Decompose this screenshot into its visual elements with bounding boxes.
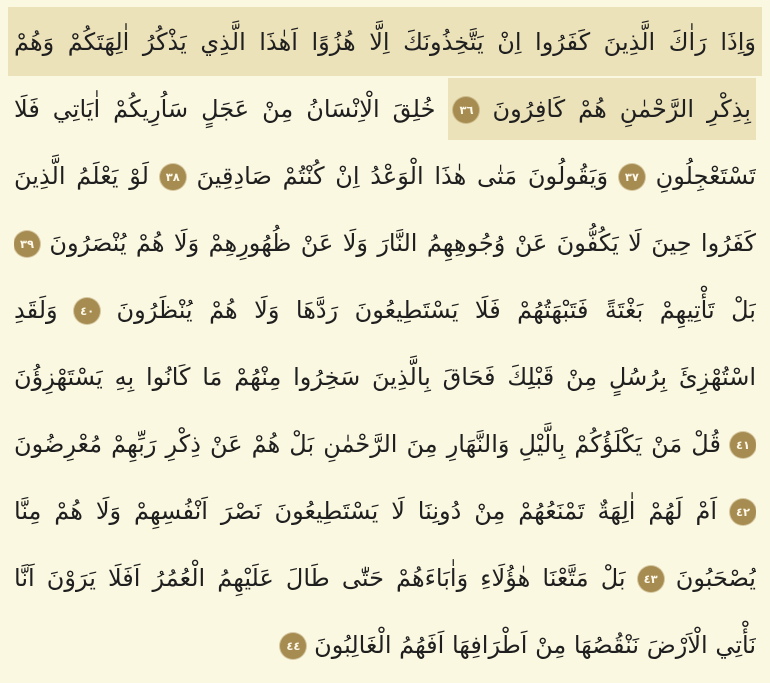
verse-text-segment (730, 497, 756, 525)
verse-text-segment: بِذِكْرِ الرَّحْمٰنِ هُمْ كَافِرُونَ ٣٦ (448, 78, 756, 140)
mushaf-line (8, 7, 762, 76)
verse-number-badge: ٣٨ (160, 164, 186, 190)
verse-number-badge: ٣٧ (619, 164, 645, 190)
verse-text-segment: اَمْ لَهُمْ اٰلِهَةٌ تَمْنَعُهُمْ مِنْ دُونِنَا لَا يَسْتَطِيعُونَ نَصْرَ اَنْفُسِهِمْ وَلَا هُمْ مِنَّا (14, 497, 718, 525)
mushaf-line (14, 210, 756, 277)
verse-text-segment: وَلَقَدِ (14, 296, 58, 324)
verse-number-badge: ٤٤ (280, 633, 306, 659)
verse-text-segment: كَفَرُوا حِينَ لَا يَكُفُّونَ عَنْ وُجُوهِهِمُ النَّارَ وَلَا عَنْ ظُهُورِهِمْ وَلَا هُمْ يُنْصَرُونَ ٣٩ (14, 229, 756, 257)
verse-number-badge: ٤١ (730, 432, 756, 458)
verse-text-segment: قُلْ مَنْ يَكْلَؤُكُمْ بِالَّيْلِ وَالنَّهَارِ مِنَ الرَّحْمٰنِ بَلْ هُمْ عَنْ ذِكْرِ رَبِّهِمْ مُعْرِضُونَ (14, 430, 721, 458)
mushaf-line (14, 344, 756, 411)
verse-number-badge: ٤٢ (730, 499, 756, 525)
verse-number-badge: ٤٣ (638, 566, 664, 592)
verse-number-badge: ٣٩ (14, 231, 40, 257)
verse-number-badge: ٣٦ (453, 97, 479, 123)
mushaf-line (14, 545, 756, 612)
quran-text-block (14, 7, 756, 679)
mushaf-line (14, 612, 756, 679)
verse-text-segment: بَلْ تَأْتِيهِمْ بَغْتَةً فَتَبْهَتُهُمْ فَلَا يَسْتَطِيعُونَ رَدَّهَا وَلَا هُمْ يُنْظَرُونَ ٤٠ (74, 296, 756, 324)
verse-number-badge: ٤٠ (74, 298, 100, 324)
mushaf-line (14, 76, 756, 143)
mushaf-line (14, 277, 756, 344)
verse-text-segment: اسْتُهْزِئَ بِرُسُلٍ مِنْ قَبْلِكَ فَحَاقَ بِالَّذِينَ سَخِرُوا مِنْهُمْ مَا كَانُوا بِهِ يَسْتَهْزِؤُنَ (14, 363, 756, 391)
verse-text-segment: وَاِذَا رَاٰكَ الَّذِينَ كَفَرُوا اِنْ يَتَّخِذُونَكَ اِلَّا هُزُوًا اَهٰذَا الَّذِي يَذْكُرُ اٰلِهَتَكُمْ وَهُمْ (14, 28, 756, 56)
verse-text-segment: لَوْ يَعْلَمُ الَّذِينَ (14, 162, 149, 190)
verse-text-segment: نَأْتِي الْاَرْضَ نَنْقُصُهَا مِنْ اَطْرَافِهَا اَفَهُمُ الْغَالِبُونَ ٤٤ (280, 631, 756, 659)
verse-text-segment: يُصْحَبُونَ ٤٣ (638, 564, 756, 592)
mushaf-line (14, 143, 756, 210)
verse-text-segment (730, 430, 756, 458)
verse-text-segment: وَيَقُولُونَ مَتٰى هٰذَا الْوَعْدُ اِنْ كُنْتُمْ صَادِقِينَ ٣٨ (160, 162, 608, 190)
verse-text-segment: تَسْتَعْجِلُونِ ٣٧ (619, 162, 756, 190)
verse-text-segment: خُلِقَ الْاِنْسَانُ مِنْ عَجَلٍ سَاُرِيكُمْ اٰيَاتِي فَلَا (14, 95, 436, 123)
verse-text-segment: بَلْ مَتَّعْنَا هٰؤُلَاءِ وَاٰبَاءَهُمْ حَتّٰى طَالَ عَلَيْهِمُ الْعُمُرُ اَفَلَا يَرَوْنَ اَنَّا (14, 564, 626, 592)
mushaf-line (14, 411, 756, 478)
mushaf-line (14, 478, 756, 545)
